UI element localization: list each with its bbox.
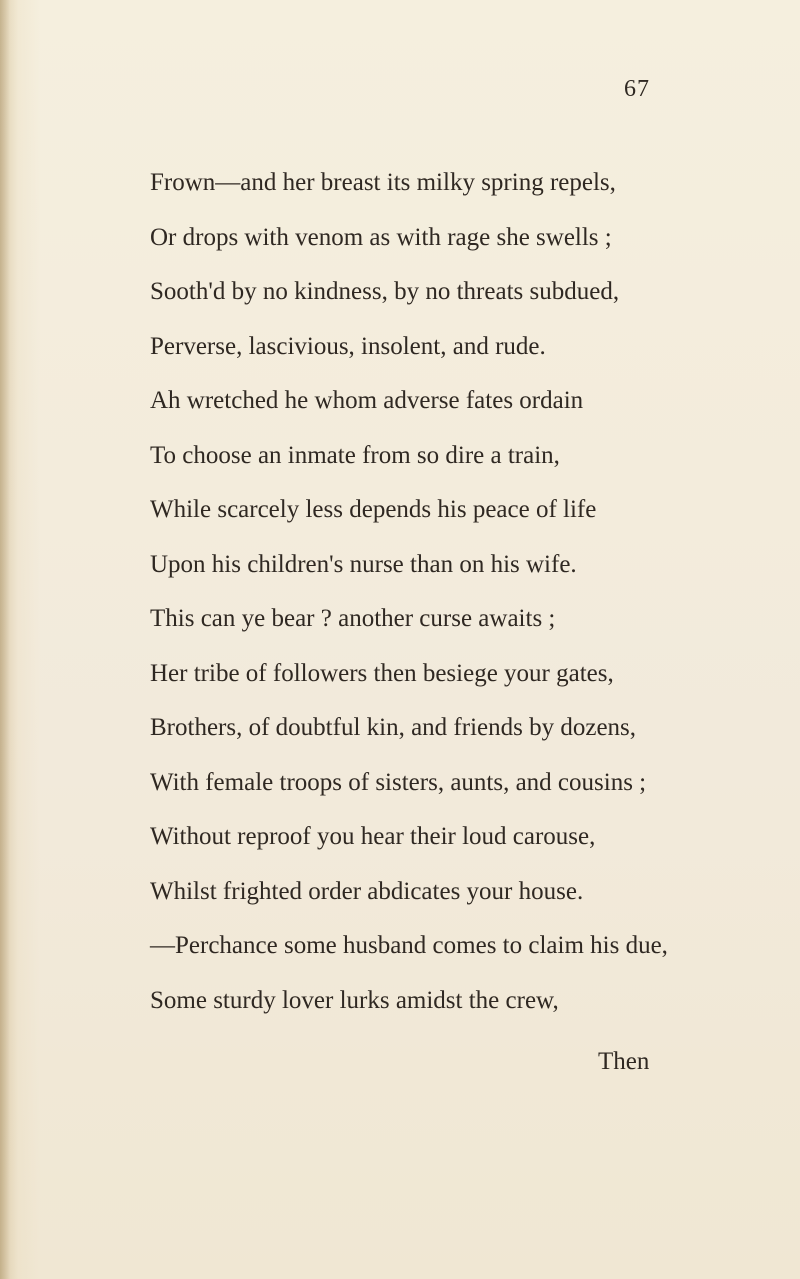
verse-line: Brothers, of doubtful kin, and friends by dozens, (150, 714, 637, 741)
verse-line: Whilst frighted order abdicates your house. (150, 877, 584, 905)
verse-line: Perverse, lascivious, insolent, and rude. (150, 332, 546, 360)
verse-line: To choose an inmate from so dire a train, (150, 441, 560, 469)
stanza-1 (150, 170, 619, 606)
verse-line: Her tribe of followers then besiege your gates, (150, 659, 614, 687)
catchword: Then (598, 1048, 650, 1075)
verse-line: Some sturdy lover lurks amidst the crew, (150, 986, 559, 1014)
verse-line: This can ye bear ? another curse awaits ; (150, 605, 556, 632)
verse-line: Sooth'd by no kindness, by no threats subdued, (150, 278, 620, 305)
stanza-2 (150, 606, 668, 1042)
verse-line: With female troops of sisters, aunts, and cousins ; (150, 768, 647, 796)
verse-line: —Perchance some husband comes to claim his due, (150, 932, 668, 959)
verse-line: While scarcely less depends his peace of life (150, 496, 597, 523)
verse-line: Ah wretched he whom adverse fates ordain (150, 387, 584, 414)
binding-gutter (0, 0, 10, 1279)
verse-line: Or drops with venom as with rage she swells ; (150, 223, 612, 251)
verse-line: Without reproof you hear their loud carouse, (150, 823, 596, 850)
verse-line: Frown—and her breast its milky spring repels, (150, 169, 616, 196)
page-number: 67 (624, 76, 650, 102)
verse-line: Upon his children's nurse than on his wife. (150, 550, 577, 578)
